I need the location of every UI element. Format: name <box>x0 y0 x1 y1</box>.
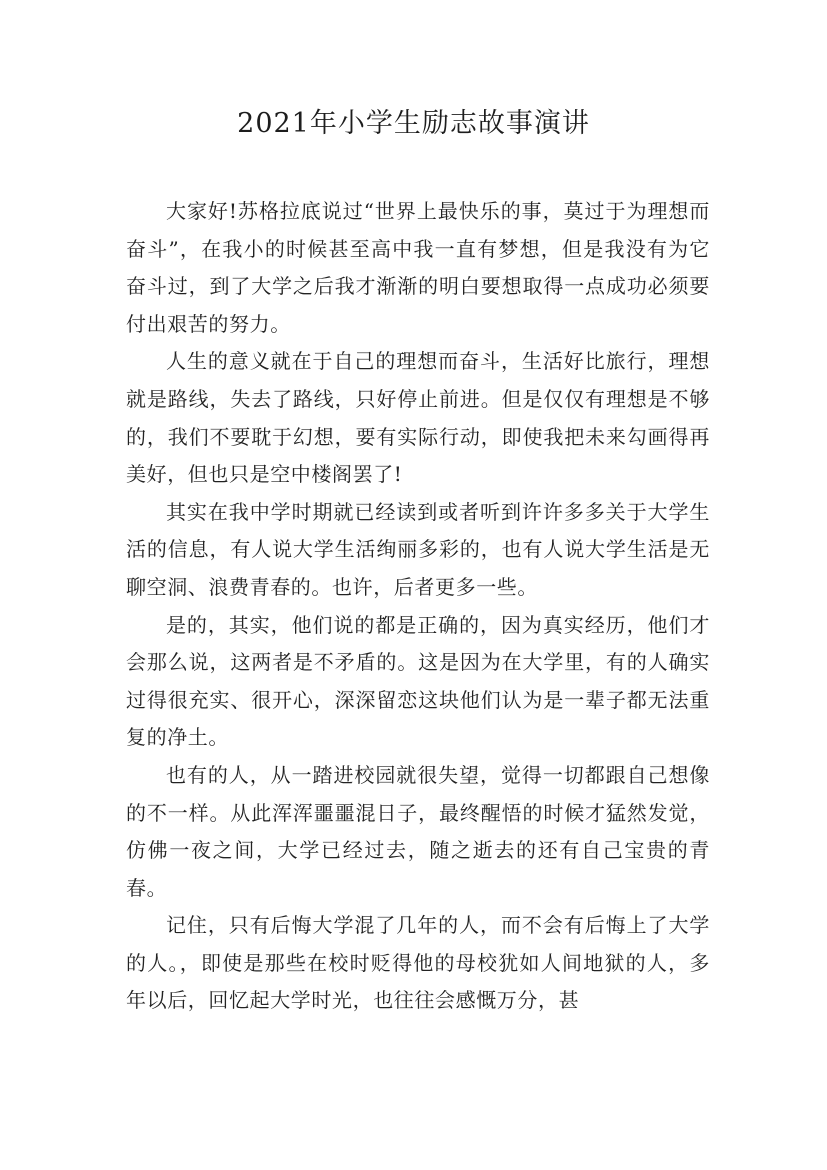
paragraph-6: 记住，只有后悔大学混了几年的人，而不会有后悔上了大学的人。，即使是那些在校时贬得他的母校犹如人间地狱的人，多年以后，回忆起大学时光，也往往会感慨万分，甚 <box>126 913 710 1013</box>
document-body <box>126 193 710 1020</box>
paragraph-1: 大家好!苏格拉底说过“世界上最快乐的事，莫过于为理想而奋斗”，在我小的时候甚至高中我一直有梦想，但是我没有为它奋斗过，到了大学之后我才渐渐的明白要想取得一点成功必须要付出艰苦的努力。 <box>126 199 710 336</box>
paragraph-4: 是的，其实，他们说的都是正确的，因为真实经历，他们才会那么说，这两者是不矛盾的。这是因为在大学里，有的人确实过得很充实、很开心，深深留恋这块他们认为是一辈子都无法重复的净土。 <box>126 612 710 750</box>
document-title: 2021年小学生励志故事演讲 <box>237 108 590 139</box>
paragraph-5: 也有的人，从一踏进校园就很失望，觉得一切都跟自己想像的不一样。从此浑浑噩噩混日子，最终醒悟的时候才猛然发觉，仿佛一夜之间，大学已经过去，随之逝去的还有自己宝贵的青春。 <box>126 762 710 900</box>
paragraph-2: 人生的意义就在于自己的理想而奋斗，生活好比旅行，理想就是路线，失去了路线，只好停止前进。但是仅仅有理想是不够的，我们不要耽于幻想，要有实际行动，即使我把未来勾画得再美好，但也只是空中楼阁罢了! <box>126 349 710 487</box>
paragraph-3: 其实在我中学时期就已经读到或者听到许许多多关于大学生活的信息，有人说大学生活绚丽多彩的，也有人说大学生活是无聊空洞、浪费青春的。也许，后者更多一些。 <box>126 499 710 599</box>
